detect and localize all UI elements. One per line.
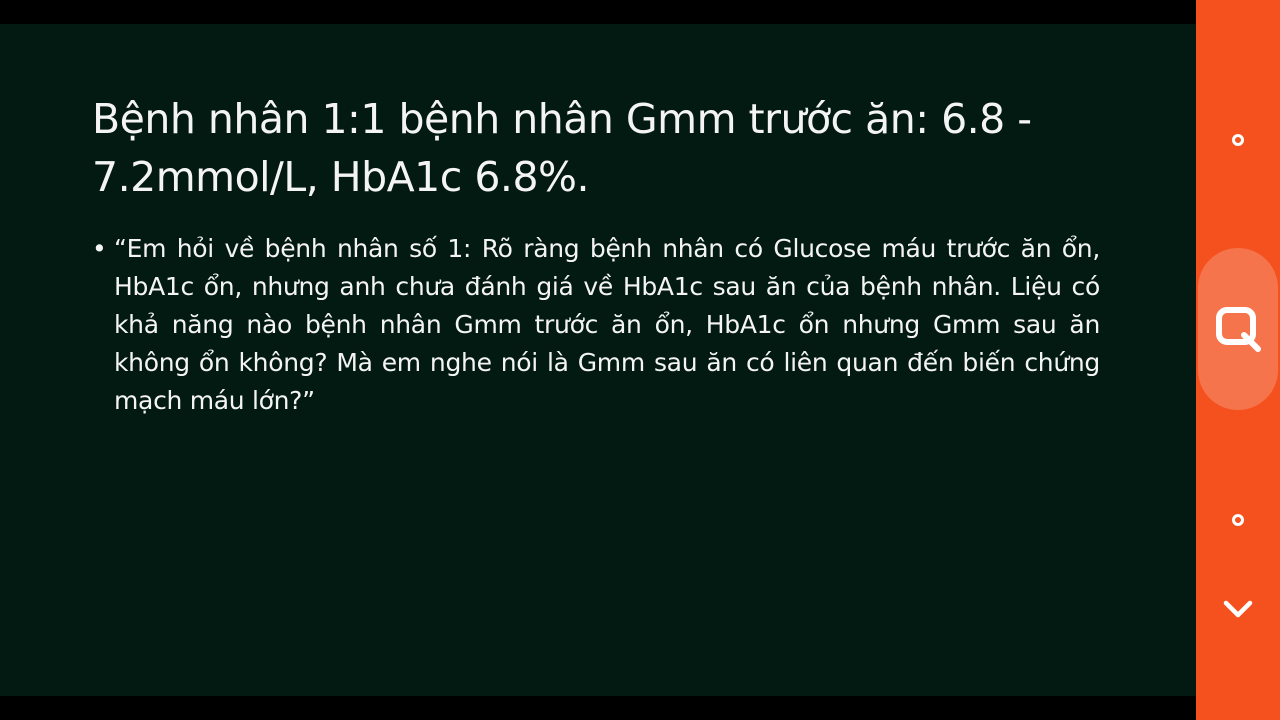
side-control-panel <box>1196 0 1280 720</box>
list-item <box>92 230 1100 420</box>
top-circle-button[interactable] <box>1196 110 1280 170</box>
bullet-list <box>92 230 1100 420</box>
bottom-circle-button[interactable] <box>1196 490 1280 550</box>
circle-icon <box>1232 134 1244 146</box>
bullet-icon: • <box>92 234 107 263</box>
presentation-slide <box>0 24 1196 696</box>
search-icon <box>1214 305 1262 353</box>
bullet-text: “Em hỏi về bệnh nhân số 1: Rõ ràng bệnh nhân có Glucose máu trước ăn ổn, HbA1c ổn, nhưng anh chưa đánh giá về HbA1c sau ăn của bệnh nhân. Liệu có khả năng nào bệnh nhân Gmm trước ăn ổn, HbA1c ổn nhưng Gmm sau ăn không ổn không? Mà em nghe nói là Gmm sau ăn có liên quan đến biến chứng mạch máu lớn?” <box>114 234 1100 415</box>
circle-icon <box>1232 514 1244 526</box>
slide-title: Bệnh nhân 1:1 bệnh nhân Gmm trước ăn: 6.8 - 7.2mmol/L, HbA1c 6.8%. <box>92 95 1032 201</box>
search-button[interactable] <box>1198 248 1278 410</box>
chevron-down-icon <box>1223 600 1253 620</box>
collapse-button[interactable] <box>1196 580 1280 640</box>
